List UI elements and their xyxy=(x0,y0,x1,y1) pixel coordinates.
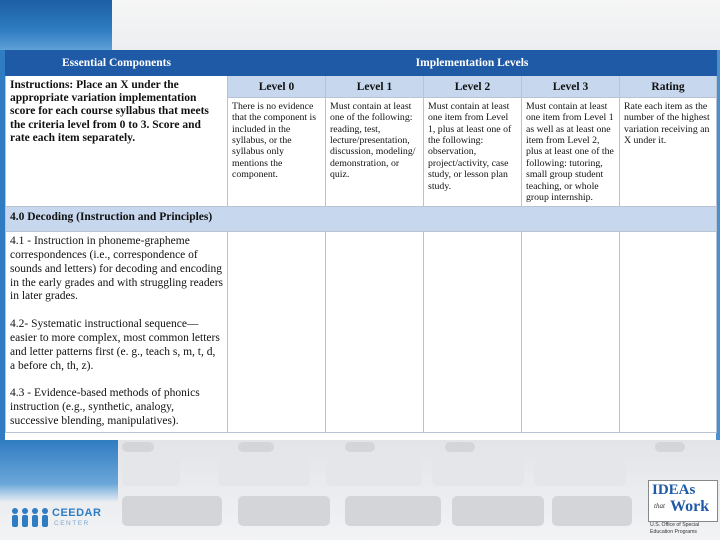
item-4-2: 4.2- Systematic instructional sequence—easier to more complex, most common letters and letter patterns first (e. g., teach s, m, t, d, a before ch, th, z). xyxy=(10,318,220,372)
decor-tile xyxy=(238,442,274,452)
level-0-score-cell[interactable] xyxy=(228,232,326,433)
decor-tile xyxy=(534,458,626,486)
table-header-row xyxy=(6,51,717,76)
rubric-table xyxy=(5,50,717,433)
slide-bottom-left-accent xyxy=(0,440,118,502)
ideas-that-work-logo xyxy=(640,480,718,538)
level-1-header: Level 1 xyxy=(326,76,424,98)
ceedar-subtitle: CENTER xyxy=(54,520,90,527)
level-2-description: Must contain at least one item from Level 1, plus at least one of the following: observation, project/activity, case study, or lesson plan study. xyxy=(424,98,522,207)
decor-tile xyxy=(452,496,544,526)
decor-tile xyxy=(655,442,685,452)
decor-tile xyxy=(326,458,422,486)
essential-components-header: Essential Components xyxy=(6,51,228,76)
rating-score-cell[interactable] xyxy=(620,232,717,433)
decor-tile xyxy=(122,458,180,486)
decor-tile xyxy=(345,496,441,526)
level-3-score-cell[interactable] xyxy=(522,232,620,433)
decor-tile xyxy=(552,496,632,526)
decor-tile xyxy=(238,496,330,526)
levels-subheader-row xyxy=(6,76,717,98)
level-3-description: Must contain at least one item from Level 1 as well as at least one item from Level 2, plus at least one of the following: tutoring, small group student teaching, or whole group internship. xyxy=(522,98,620,207)
level-2-header: Level 2 xyxy=(424,76,522,98)
decor-tile xyxy=(445,442,475,452)
level-1-description: Must contain at least one of the following: reading, test, lecture/presentation, discussion, modeling/ demonstration, or quiz. xyxy=(326,98,424,207)
ideas-wordmark: IDEAs xyxy=(652,482,696,498)
decor-tile xyxy=(122,442,154,452)
implementation-levels-header: Implementation Levels xyxy=(228,51,717,76)
instructions-text: Instructions: Place an X under the appropriate variation implementation score for each course syllabus that meets the criteria level from 0 to 3. Score and rate each item separately. xyxy=(6,76,228,207)
ideas-that-text: that xyxy=(654,502,665,510)
rating-description: Rate each item as the number of the highest variation receiving an X under it. xyxy=(620,98,717,207)
items-row xyxy=(6,232,717,433)
decor-tile xyxy=(432,458,524,486)
ceedar-wordmark: CEEDAR xyxy=(52,507,102,519)
level-2-score-cell[interactable] xyxy=(424,232,522,433)
decor-tile xyxy=(345,442,375,452)
level-3-header: Level 3 xyxy=(522,76,620,98)
level-0-header: Level 0 xyxy=(228,76,326,98)
slide-corner-accent xyxy=(0,0,112,50)
decor-tile xyxy=(122,496,222,526)
osep-caption: U.S. Office of Special Education Programs xyxy=(650,522,700,535)
rating-header: Rating xyxy=(620,76,717,98)
item-4-3: 4.3 - Evidence-based methods of phonics instruction (e.g., synthetic, analogy, successive blending, manipulatives). xyxy=(10,387,200,427)
section-row xyxy=(6,207,717,232)
level-0-description: There is no evidence that the component is included in the syllabus, or the syllabus only mentions the component. xyxy=(228,98,326,207)
people-icon xyxy=(10,507,50,529)
item-4-1: 4.1 - Instruction in phoneme-grapheme correspondences (i.e., correspondence of sounds and letters) for decoding and encoding in the early grades and with struggling readers in later grades. xyxy=(10,235,224,303)
slide-top-band xyxy=(112,0,720,50)
decor-tile xyxy=(218,458,310,486)
ceedar-logo xyxy=(10,503,110,535)
section-title: 4.0 Decoding (Instruction and Principles) xyxy=(6,207,717,232)
items-cell xyxy=(6,232,228,433)
ideas-work-text: Work xyxy=(670,498,710,515)
level-1-score-cell[interactable] xyxy=(326,232,424,433)
